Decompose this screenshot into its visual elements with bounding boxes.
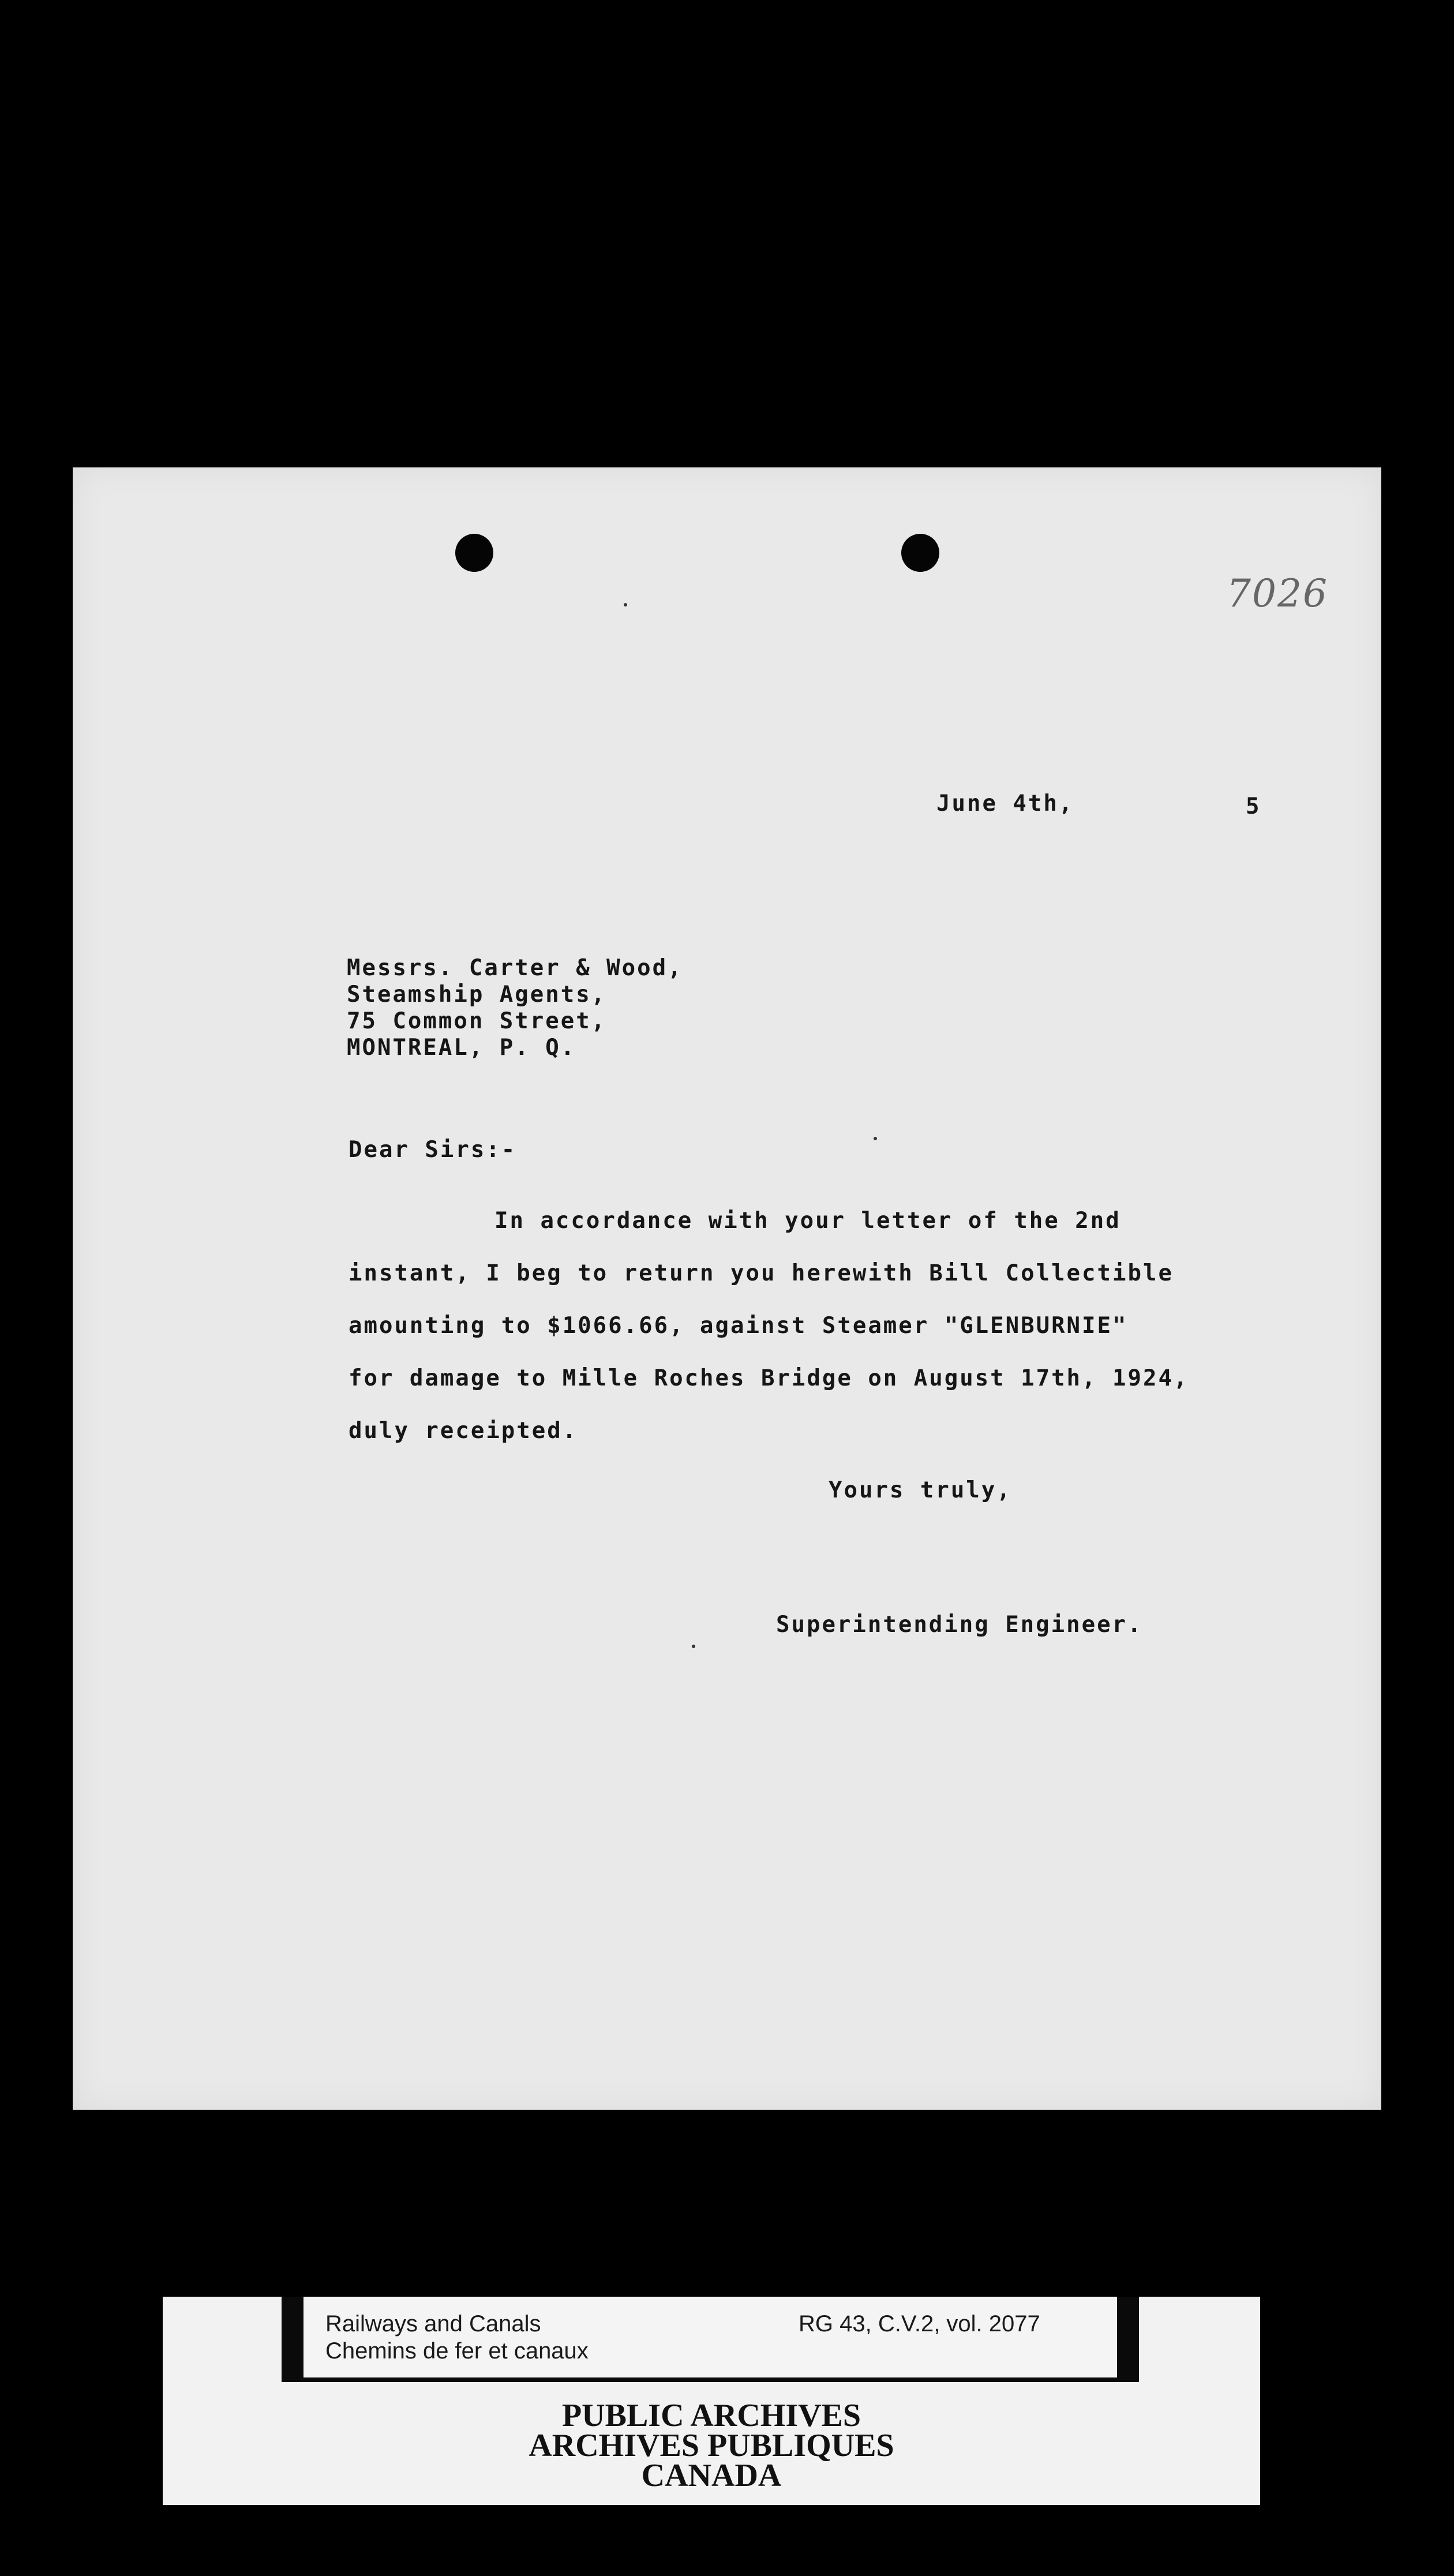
signature-title: Superintending Engineer. — [776, 1612, 1143, 1638]
body-line: instant, I beg to return you herewith Bill Collectible — [348, 1260, 1174, 1286]
archives-title — [163, 2398, 1260, 2493]
address-line: Messrs. Carter & Wood, — [347, 955, 683, 981]
label-reference-box — [303, 2297, 1117, 2377]
fonds-french: Chemins de fer et canaux — [325, 2338, 589, 2364]
archive-label — [163, 2297, 1260, 2505]
closing: Yours truly, — [829, 1477, 1012, 1503]
archives-line: CANADA — [641, 2458, 782, 2493]
archives-line: ARCHIVES PUBLIQUES — [529, 2428, 894, 2463]
address-line: 75 Common Street, — [347, 1008, 607, 1034]
page-mark: 5 — [1246, 793, 1261, 819]
punch-hole-right — [901, 534, 939, 572]
file-number: 7026 — [1227, 571, 1328, 616]
salutation: Dear Sirs:- — [348, 1137, 517, 1163]
body-line: amounting to $1066.66, against Steamer "GLENBURNIE" — [348, 1313, 1128, 1339]
paper-speck — [874, 1137, 877, 1140]
address-line: Steamship Agents, — [347, 982, 607, 1008]
archives-line: PUBLIC ARCHIVES — [561, 2398, 861, 2433]
letter-body — [348, 1195, 1189, 1457]
body-line: for damage to Mille Roches Bridge on August 17th, 1924, — [348, 1365, 1189, 1391]
punch-hole-left — [455, 534, 493, 572]
body-line: duly receipted. — [348, 1418, 578, 1444]
recipient-address — [347, 955, 683, 1061]
letter-date: June 4th, — [936, 791, 1074, 817]
letter-page — [73, 467, 1381, 2110]
archive-reference: RG 43, C.V.2, vol. 2077 — [799, 2311, 1040, 2337]
address-line: MONTREAL, P. Q. — [347, 1035, 576, 1061]
paper-speck — [624, 603, 627, 606]
fonds-english: Railways and Canals — [325, 2311, 541, 2337]
paper-speck — [692, 1645, 695, 1648]
body-line: In accordance with your letter of the 2nd — [494, 1208, 1121, 1234]
